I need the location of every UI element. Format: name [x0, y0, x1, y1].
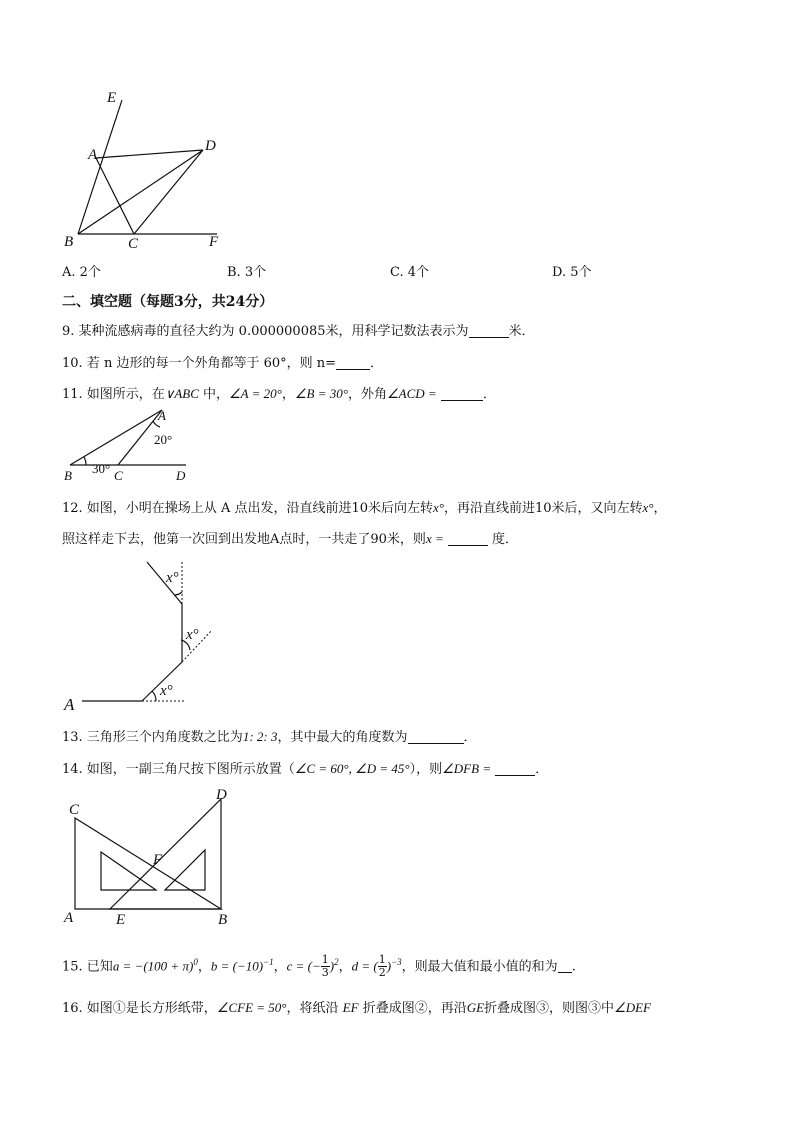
q14-rest: ），则 [409, 762, 443, 777]
q13-ratio: 1: 2: 3 [242, 729, 278, 744]
q16-def: ∠DEF [614, 1000, 651, 1015]
q15-c-exp: 2 [334, 957, 339, 967]
q16-mid: ，将纸沿 [286, 1001, 339, 1016]
label-A: A [88, 147, 98, 163]
option-d: D. 5个 [552, 265, 592, 280]
option-c: C. 4个 [390, 265, 430, 280]
q12-xeq: x = [425, 531, 444, 546]
label-F: F [153, 852, 163, 868]
label-D: D [205, 138, 216, 154]
label-B: B [64, 468, 72, 483]
q12-x2: x° [642, 500, 654, 515]
q12-line2a: 照这样走下去，他第一次回到出发地A点时，一共走了90米，则 [62, 532, 426, 547]
q11-angle-a: ∠A = 20° [229, 386, 282, 401]
q11-mid2: ，外角 [347, 387, 387, 402]
angle-x-middle: x° [186, 627, 199, 643]
angle-x-top: x° [166, 570, 179, 586]
q11-triangle: ∨ABC [164, 386, 199, 401]
section-title: 二、填空题（每题3分，共24分） [62, 294, 274, 310]
q15-pre: 15. 已知 [62, 959, 113, 975]
q13-end: ． [463, 730, 477, 745]
q11-mid: 中， [198, 387, 230, 402]
q14-cond: ∠C = 60°, ∠D = 45° [294, 761, 410, 776]
q11-sep: ， [281, 387, 295, 402]
q16-cfe: ∠CFE = 50° [216, 1000, 287, 1015]
label-B: B [218, 912, 228, 928]
figure-q11 [62, 408, 202, 483]
angle-a-label: 20° [154, 432, 173, 447]
q11-angle-acd: ∠ACD = [386, 386, 437, 401]
label-A: A [64, 910, 74, 926]
question-15: 15. 已知$a = -(100 + \pi)^0$，$b = (-10)^{-1}$，c = (− $\frac{1}{3}$ )$^2$，d = ( $\frac{1}{2}$ )$^{-3}$，则最大值和最小值的和为 . [62, 953, 576, 980]
figure-q12 [62, 558, 232, 718]
label-C: C [69, 802, 80, 818]
question-16 [62, 998, 651, 1019]
angle-x-bottom: x° [160, 683, 173, 699]
question-14 [62, 759, 548, 780]
q16-ge: GE [466, 1000, 485, 1015]
q15-a: a = −(100 + π) [112, 958, 194, 974]
q13-rest: ，其中最大的角度数为 [277, 730, 408, 745]
q12-x1: x° [433, 500, 444, 515]
label-C: C [114, 468, 123, 483]
angle-b-label: 30° [92, 461, 111, 476]
q10-blank[interactable] [336, 355, 370, 370]
label-C: C [128, 236, 139, 252]
q11-blank[interactable] [441, 386, 483, 401]
q15-c-fraction: $\frac{1}{3}$ [321, 953, 329, 980]
question-11 [62, 384, 496, 405]
question-12-line-1 [62, 498, 667, 519]
q16-mid2: 折叠成图②，再沿 [362, 1001, 467, 1016]
q15-b-exp: −1 [263, 957, 274, 967]
q11-end: ． [482, 387, 496, 402]
option-a: A. 2个 [62, 265, 101, 280]
q15-d-exp: −3 [391, 957, 402, 967]
q13-blank[interactable] [408, 729, 464, 744]
label-D: D [216, 787, 227, 803]
q12-line1c: ， [653, 501, 667, 516]
q15-b: b = (−10) [210, 958, 264, 974]
q15-blank[interactable] [558, 958, 572, 973]
q15-d: d = ( [351, 958, 378, 974]
q11-pre: 11. 如图所示，在 [62, 387, 165, 402]
q16-mid3: 折叠成图③，则图③中 [484, 1001, 615, 1016]
question-12-line-2 [62, 529, 518, 550]
q12-line1: 12. 如图，小明在操场上从 A 点出发，沿直线前进10米后向左转 [62, 501, 434, 516]
q11-angle-b: ∠B = 30° [294, 386, 348, 401]
q12-line2b: 度． [492, 532, 519, 547]
q10-end: ． [370, 356, 384, 371]
question-10 [62, 354, 383, 374]
q15-c: c = (− [286, 958, 321, 974]
figure-q14 [60, 786, 260, 926]
label-D: D [176, 468, 186, 483]
q14-dfb: ∠DFB = [442, 761, 492, 776]
q14-end: ． [535, 762, 549, 777]
q9-text: 9. 某种流感病毒的直径大约为 0.000000085米，用科学记数法表示为 [62, 324, 469, 339]
q10-text: 10. 若 n 边形的每一个外角都等于 60°，则 n= [62, 356, 337, 371]
label-A: A [64, 695, 75, 714]
q12-blank[interactable] [448, 531, 488, 546]
q9-unit: 米． [508, 324, 535, 339]
q15-a-exp: 0 [193, 957, 198, 967]
q16-text: 16. 如图①是长方形纸带， [62, 1001, 217, 1016]
q9-blank[interactable] [469, 323, 509, 338]
figure-q8 [55, 88, 255, 258]
q16-ef: EF [342, 1000, 359, 1015]
option-b: B. 3个 [227, 265, 267, 280]
label-F: F [209, 234, 219, 250]
q15-d-fraction: $\frac{1}{2}$ [378, 953, 386, 980]
label-E: E [107, 90, 117, 106]
q14-text: 14. 如图，一副三角尺按下图所示放置（ [62, 762, 295, 777]
label-E: E [116, 912, 126, 928]
q15-rest: ，则最大值和最小值的和为 [401, 959, 558, 975]
q15-end: . [571, 959, 576, 975]
label-A: A [158, 408, 166, 423]
q14-blank[interactable] [495, 761, 535, 776]
label-B: B [64, 234, 74, 250]
question-9 [62, 322, 535, 342]
q12-line1b: ，再沿直线前进10米后，又向左转 [443, 501, 643, 516]
q13-text: 13. 三角形三个内角度数之比为 [62, 730, 243, 745]
question-13 [62, 727, 477, 748]
